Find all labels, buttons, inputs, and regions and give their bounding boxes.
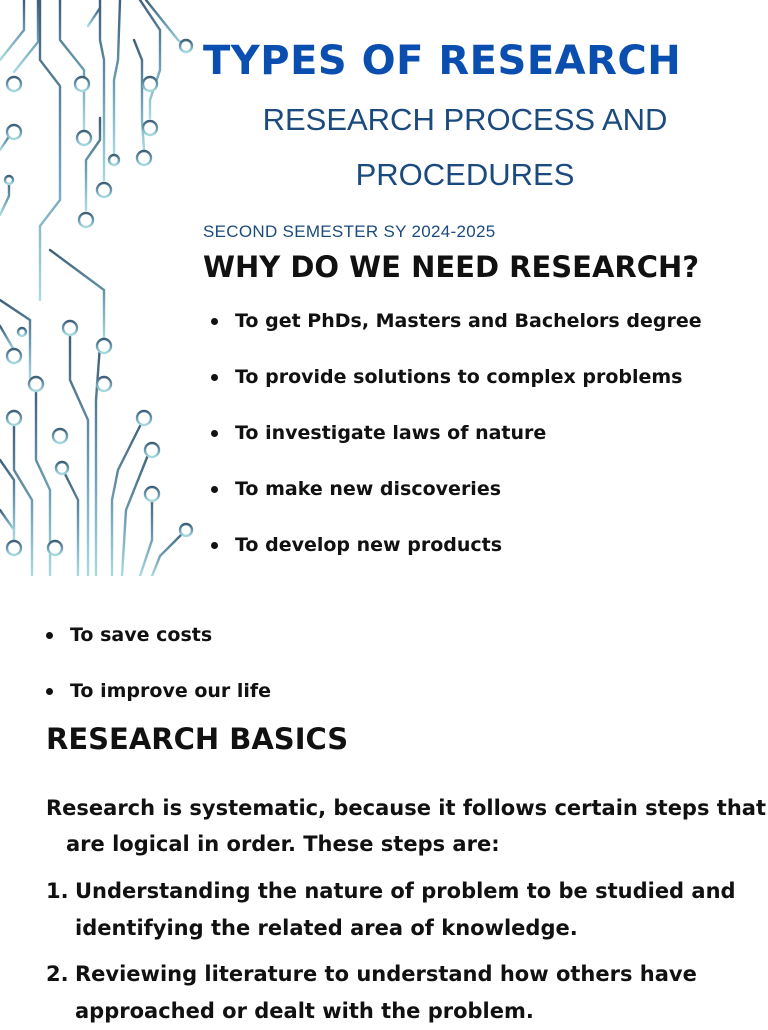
step-text-line-2: approached or dealt with the problem. — [75, 999, 534, 1023]
slide-title: TYPES OF RESEARCH — [203, 38, 682, 84]
list-item-text: To save costs — [70, 624, 213, 646]
list-item — [46, 624, 212, 646]
list-item — [46, 956, 746, 1030]
bullet-icon — [211, 542, 218, 549]
list-item-text: To improve our life — [70, 680, 272, 702]
list-item-text: To develop new products — [235, 534, 503, 556]
list-item — [46, 680, 271, 702]
bullet-icon — [211, 374, 218, 381]
list-item — [46, 873, 746, 947]
bullet-icon — [211, 430, 218, 437]
list-item-text: To make new discoveries — [235, 478, 502, 500]
bullet-icon — [46, 688, 53, 695]
bullet-icon — [46, 632, 53, 639]
intro-line-2: are logical in order. These steps are: — [66, 832, 500, 856]
step-text-line-1: Understanding the nature of problem to be studied and — [75, 879, 736, 903]
list-item-text: To get PhDs, Masters and Bachelors degree — [235, 310, 702, 332]
list-item-text: To provide solutions to complex problems — [235, 366, 683, 388]
circuit-board-icon — [0, 0, 200, 576]
intro-line-1: Research is systematic, because it follows certain steps that — [46, 796, 766, 820]
slide-subtitle-line-2: PROCEDURES — [355, 157, 575, 192]
list-item — [211, 422, 546, 444]
bullet-icon — [211, 318, 218, 325]
step-text-line-2: identifying the related area of knowledge. — [75, 916, 578, 940]
semester-label: SECOND SEMESTER SY 2024-2025 — [203, 222, 496, 241]
bullet-icon — [211, 486, 218, 493]
list-item — [211, 310, 702, 332]
slide-subtitle-line-1: RESEARCH PROCESS AND — [262, 102, 668, 137]
list-item-text: To investigate laws of nature — [235, 422, 547, 444]
list-item — [211, 478, 501, 500]
list-item — [211, 534, 502, 556]
list-item — [211, 366, 683, 388]
step-number: 2. — [46, 962, 69, 986]
research-basics-heading: RESEARCH BASICS — [46, 722, 349, 756]
step-number: 1. — [46, 879, 69, 903]
step-text-line-1: Reviewing literature to understand how others have — [75, 962, 697, 986]
why-research-heading: WHY DO WE NEED RESEARCH? — [203, 250, 700, 284]
